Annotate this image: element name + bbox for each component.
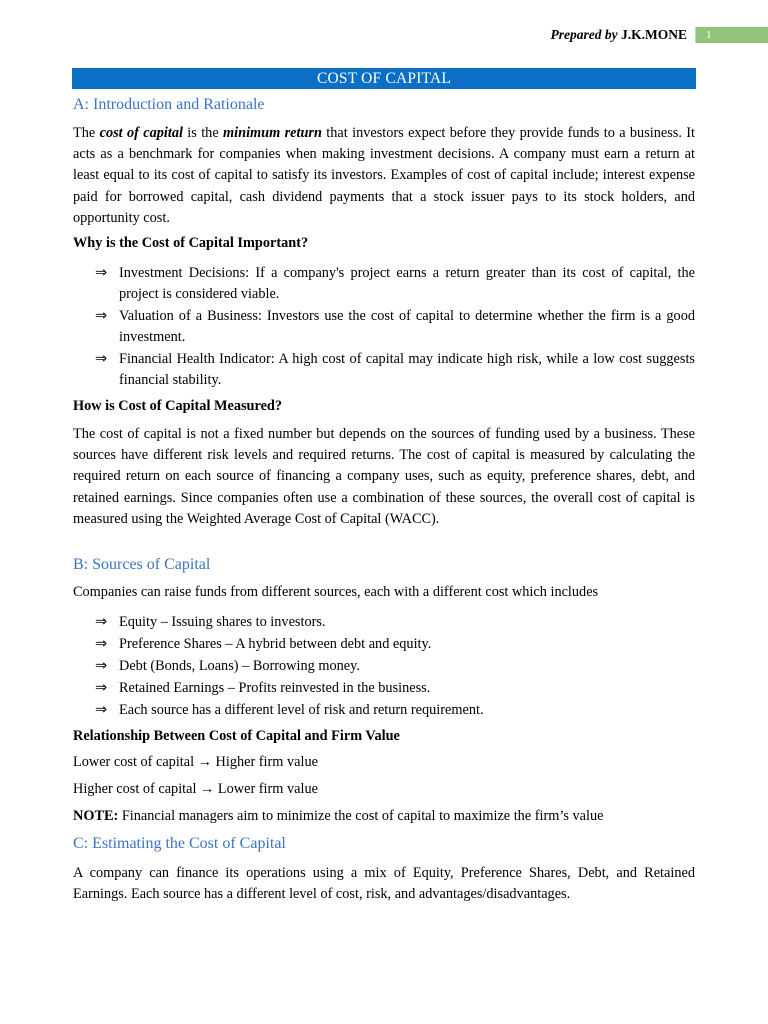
list-item: ⇒ Retained Earnings – Profits reinvested in the business.: [95, 678, 695, 699]
list-item: ⇒ Equity – Issuing shares to investors.: [95, 612, 695, 633]
relationship-heading: Relationship Between Cost of Capital and Firm Value: [73, 728, 400, 744]
list-item: ⇒ Valuation of a Business: Investors use the cost of capital to determine whether the firm is a good investment.: [95, 308, 695, 346]
arrow-icon: ⇒: [95, 680, 107, 696]
intro-paragraph: The cost of capital is the minimum return that investors expect before they provide funds to a business. It acts as a benchmark for companies when making investment decisions. A company must earn a return at least equal to its cost of capital to satisfy its investors. Examples of cost of capital include; interest expense paid for borrowed capital, cash dividend payments that a stock issuer pays to its stock holders, and opportunity cost.: [73, 125, 696, 226]
list-item: ⇒ Each source has a different level of risk and return requirement.: [95, 700, 695, 721]
arrow-icon: ⇒: [95, 636, 107, 652]
section-a-heading: A: Introduction and Rationale: [73, 96, 265, 113]
arrow-icon: ⇒: [95, 351, 107, 367]
how-heading: How is Cost of Capital Measured?: [73, 398, 283, 414]
list-item: ⇒ Preference Shares – A hybrid between debt and equity.: [95, 634, 695, 655]
arrow-icon: ⇒: [95, 308, 107, 324]
relationship-line-2: Higher cost of capital → Lower firm value: [73, 781, 318, 797]
arrow-icon: ⇒: [95, 658, 107, 674]
why-heading: Why is the Cost of Capital Important?: [73, 235, 309, 251]
page-number: 1: [695, 27, 768, 43]
relationship-line-1: Lower cost of capital → Higher firm value: [73, 754, 318, 770]
section-b-heading: B: Sources of Capital: [73, 556, 211, 573]
document-title: COST OF CAPITAL: [72, 68, 696, 89]
arrow-icon: ⇒: [95, 702, 107, 718]
arrow-icon: ⇒: [95, 614, 107, 630]
list-item: ⇒ Financial Health Indicator: A high cost of capital may indicate high risk, while a low cost suggests financial stability.: [95, 351, 695, 389]
note: NOTE: Financial managers aim to minimize the cost of capital to maximize the firm’s value: [73, 808, 604, 824]
prepared-by: Prepared by J.K.MONE: [550, 27, 687, 42]
how-paragraph: The cost of capital is not a fixed number but depends on the sources of funding used by a business. These sources have different risk levels and required returns. The cost of capital is measured by calculating the required return on each source of financing a company uses, such as equity, preference shares, debt, and retained earnings. Since companies often use a combination of these sources, the overall cost of capital is measured using the Weighted Average Cost of Capital (WACC).: [73, 426, 695, 527]
estimating-paragraph: A company can finance its operations using a mix of Equity, Preference Shares, Debt, and Retained Earnings. Each source has a different level of cost, risk, and advantages/disadvantages.: [73, 865, 695, 903]
sources-intro: Companies can raise funds from different sources, each with a different cost which includes: [73, 584, 599, 600]
list-item: ⇒ Investment Decisions: If a company's project earns a return greater than its cost of capital, the project is considered viable.: [95, 265, 695, 303]
page-header: [551, 26, 768, 44]
arrow-icon: ⇒: [95, 265, 107, 281]
section-c-heading: C: Estimating the Cost of Capital: [73, 835, 286, 852]
list-item: ⇒ Debt (Bonds, Loans) – Borrowing money.: [95, 656, 695, 677]
